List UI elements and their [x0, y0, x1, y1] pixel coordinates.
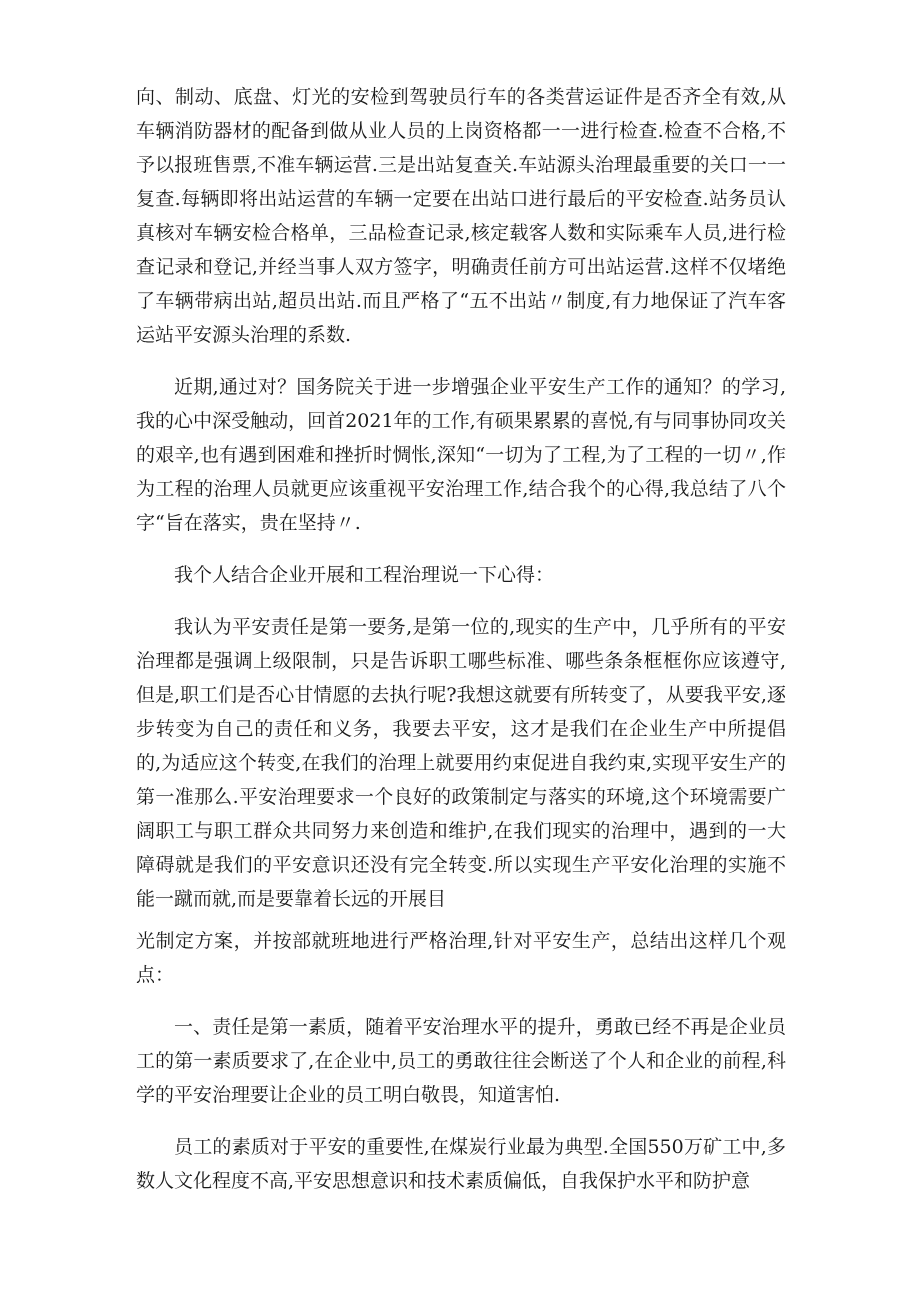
paragraph-3: 我个人结合企业开展和工程治理说一下心得： [174, 564, 555, 586]
paragraph-1: 向、制动、底盘、灯光的安检到驾驶员行车的各类营运证件是否齐全有效,从车辆消防器材的配备到做从业人员的上岗资格都一一进行检查.检查不合格,不予以报班售票,不准车辆运营.三是出站复查关.车站源头治理最重要的关口一一复查.每辆即将出站运营的车辆一定要在出站口进行最后的平安检查.站务员认真核对车辆安检合格单，三品检查记录,核定载客人数和实际乘车人员,进行检查记录和登记,并经当事人双方签字，明确责任前方可出站运营.这样不仅堵绝了车辆带病出站,超员出站.而且严格了“五不出站〃制度,有力地保证了汽车客运站平安源头治理的系数. [136, 86, 786, 346]
paragraph-5: 光制定方案，并按部就班地进行严格治理,针对平安生产，总结出这样几个观点： [136, 930, 786, 986]
paragraph-4: 我认为平安责任是第一要务,是第一位的,现实的生产中，几乎所有的平安治理都是强调上级限制，只是告诉职工哪些标准、哪些条条框框你应该遵守,但是,职工们是否心甘情愿的去执行呢?我想这就要有所转变了，从要我平安,逐步转变为自己的责任和义务，我要去平安，这才是我们在企业生产中所提倡的,为适应这个转变,在我们的治理上就要用约束促进自我约束,实现平安生产的第一准那么.平安治理要求一个良好的政策制定与落实的环境,这个环境需要广阔职工与职工群众共同努力来创造和维护,在我们现实的治理中，遇到的一大障碍就是我们的平安意识还没有完全转变.所以实现生产平安化治理的实施不能一蹴而就,而是要靠着长远的开展目 [136, 616, 786, 910]
document-body [136, 80, 786, 1216]
paragraph-7: 员工的素质对于平安的重要性,在煤炭行业最为典型.全国550万矿工中,多数人文化程度不高,平安思想意识和技术素质偏低，自我保护水平和防护意 [136, 1136, 786, 1192]
paragraph-2: 近期,通过对？国务院关于进一步增强企业平安生产工作的通知？的学习,我的心中深受触动，回首2021年的工作,有硕果累累的喜悦,有与同事协同攻关的艰辛,也有遇到困难和挫折时惆怅,深知“一切为了工程,为了工程的一切〃,作为工程的治理人员就更应该重视平安治理工作,结合我个的心得,我总结了八个字“旨在落实，贵在坚持〃. [136, 376, 786, 534]
paragraph-6: 一、责任是第一素质，随着平安治理水平的提升，勇敢已经不再是企业员工的第一素质要求了,在企业中,员工的勇敢往往会断送了个人和企业的前程,科学的平安治理要让企业的员工明白敬畏，知道害怕. [136, 1016, 786, 1106]
